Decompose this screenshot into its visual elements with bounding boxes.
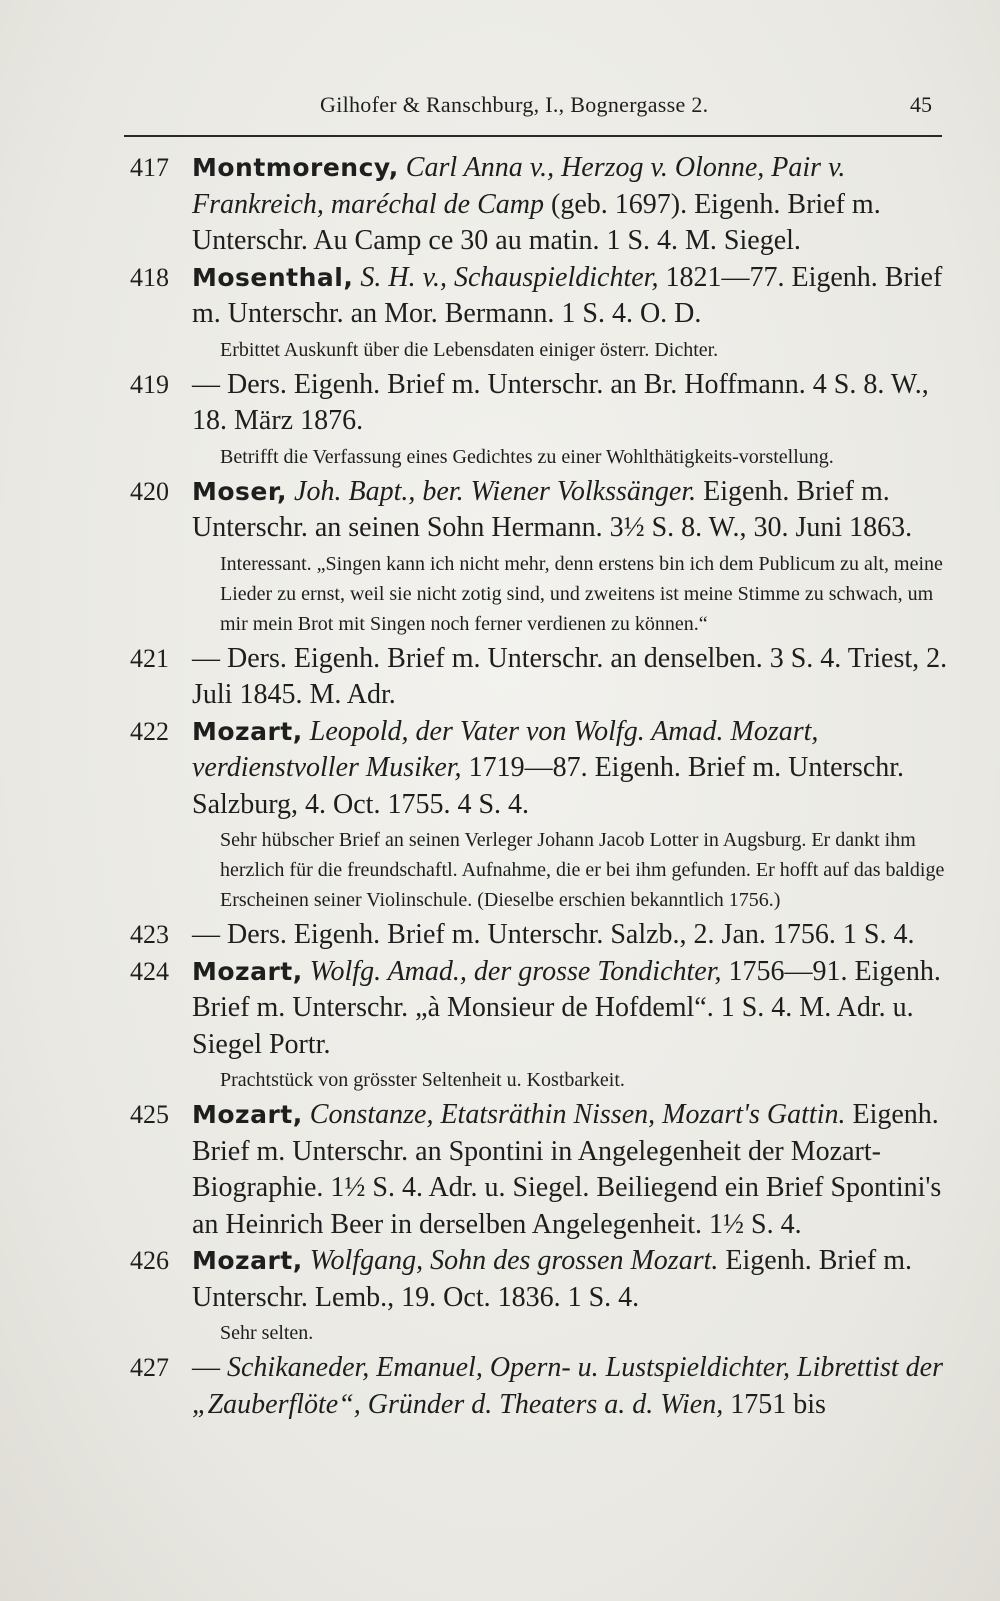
- lot-number: 419: [130, 369, 169, 399]
- entry-note: Interessant. „Singen kann ich nicht mehr, denn erstens bin ich dem Publicum zu alt, meine Lieder zu ernst, weil sie nicht zotig sind, und zweitens ist meine Stimme zu schwach, um mir mein Brot mit Singen noch ferner verdienen zu können.“: [220, 552, 943, 635]
- catalog-entry-419: [130, 367, 960, 472]
- catalog-entry-422: [130, 714, 960, 916]
- entry-details: (geb. 1697). Eigenh. Brief m. Unterschr. Au Camp ce 30 au matin. 1 S. 4. M. Siegel.: [192, 188, 881, 256]
- entry-note: Betrifft die Verfassung eines Gedichtes zu einer Wohlthätigkeits-vorstellung.: [220, 445, 834, 468]
- catalog-entries: [130, 150, 960, 1423]
- lot-number: 417: [130, 153, 169, 182]
- catalog-entry-426: [130, 1243, 960, 1348]
- catalog-entry-424: [130, 954, 960, 1096]
- entry-name: Montmorency,: [192, 153, 399, 182]
- header-rule: [124, 135, 942, 137]
- entry-description: Leopold, der Vater von Wolfg. Amad. Mozart, verdienstvoller Musiker,: [192, 715, 819, 783]
- entry-details: Eigenh. Brief m. Unterschr. an Spontini in Angelegenheit der Mozart-Biographie. 1½ S. 4. Adr. u. Siegel. Beiliegend ein Brief Spontini's an Heinrich Beer in derselben Angelegenheit. 1½ S. 4.: [192, 1099, 942, 1240]
- entry-text: [192, 260, 960, 333]
- entry-description: Schikaneder, Emanuel, Opern- u. Lustspieldichter, Librettist der „Zauberflöte“, Gründer d. Theaters a. d. Wien,: [192, 1352, 943, 1420]
- entry-name: Mosenthal,: [192, 262, 354, 292]
- page-number: 45: [910, 92, 932, 117]
- catalog-entry-427: [130, 1350, 960, 1423]
- entry-details: 1719—87. Eigenh. Brief m. Unterschr. Salzburg, 4. Oct. 1755. 4 S. 4.: [192, 752, 905, 820]
- entry-name: Mozart,: [192, 1100, 303, 1129]
- entry-text: [192, 150, 960, 260]
- ditto-dash: —: [192, 1352, 220, 1383]
- entry-description: S. H. v., Schauspieldichter,: [360, 261, 659, 293]
- entry-details: 1751 bis: [730, 1388, 826, 1420]
- entry-note: Erbittet Auskunft über die Lebensdaten einiger österr. Dichter.: [220, 338, 719, 361]
- lot-number: 424: [130, 956, 169, 986]
- catalog-entry-423: [130, 917, 960, 954]
- entry-name: Mozart,: [192, 956, 303, 986]
- entry-note: Prachtstück von grösster Seltenheit u. Kostbarkeit.: [220, 1069, 625, 1091]
- catalog-entry-425: [130, 1097, 960, 1243]
- entry-description: Wolfg. Amad., der grosse Tondichter,: [309, 955, 722, 987]
- entry-name: Mozart,: [192, 716, 303, 746]
- lot-number: 418: [130, 262, 169, 292]
- entry-name: Moser,: [192, 476, 288, 506]
- catalog-entry-420: [130, 474, 960, 639]
- entry-details: — Ders. Eigenh. Brief m. Unterschr. Salzb., 2. Jan. 1756. 1 S. 4.: [192, 919, 915, 950]
- running-header: [120, 90, 960, 130]
- entry-details: Eigenh. Brief m. Unterschr. an seinen Sohn Hermann. 3½ S. 8. W., 30. Juni 1863.: [192, 475, 913, 543]
- entry-details: — Ders. Eigenh. Brief m. Unterschr. an denselben. 3 S. 4. Triest, 2. Juli 1845. M. Adr.: [192, 642, 948, 710]
- entry-text: [192, 714, 960, 824]
- entry-name: Mozart,: [192, 1246, 303, 1275]
- entry-note: Sehr selten.: [220, 1322, 314, 1344]
- entry-text: [192, 474, 960, 547]
- header-title: Gilhofer & Ranschburg, I., Bognergasse 2.: [320, 92, 709, 117]
- lot-number: 420: [130, 476, 169, 506]
- entry-description: Constanze, Etatsräthin Nissen, Mozart's Gattin.: [309, 1099, 846, 1130]
- entry-details: Eigenh. Brief m. Unterschr. Lemb., 19. Oct. 1836. 1 S. 4.: [192, 1245, 913, 1313]
- entry-description: Wolfgang, Sohn des grossen Mozart.: [309, 1245, 719, 1276]
- entry-description: Carl Anna v., Herzog v. Olonne, Pair v. Frankreich, maréchal de Camp: [192, 152, 846, 220]
- catalog-entry-418: [130, 260, 960, 365]
- entry-note: Sehr hübscher Brief an seinen Verleger Johann Jacob Lotter in Augsburg. Er dankt ihm herzlich für die freundschaftl. Aufnahme, die er bei ihm gefunden. Er hofft auf das baldige Erscheinen seiner Violinschule. (Dieselbe erschien bekanntlich 1756.): [220, 829, 945, 911]
- entry-text: [192, 1097, 960, 1243]
- entry-details: 1821—77. Eigenh. Brief m. Unterschr. an Mor. Bermann. 1 S. 4. O. D.: [192, 261, 943, 329]
- lot-number: 423: [130, 920, 169, 949]
- entry-details: — Ders. Eigenh. Brief m. Unterschr. an Br. Hoffmann. 4 S. 8. W., 18. März 1876.: [192, 368, 929, 436]
- entry-details: 1756—91. Eigenh. Brief m. Unterschr. „à Monsieur de Hofdeml“. 1 S. 4. M. Adr. u. Siegel Portr.: [192, 955, 941, 1060]
- lot-number: 422: [130, 716, 169, 746]
- catalog-entry-421: [130, 641, 960, 714]
- lot-number: 425: [130, 1100, 169, 1129]
- lot-number: 421: [130, 643, 169, 673]
- catalog-entry-417: [130, 150, 960, 260]
- lot-number: 426: [130, 1246, 169, 1275]
- entry-text: [192, 1243, 960, 1316]
- entry-description: Joh. Bapt., ber. Wiener Volkssänger.: [294, 475, 697, 507]
- entry-text: [192, 1350, 960, 1423]
- entry-text: [192, 954, 960, 1064]
- lot-number: 427: [130, 1353, 169, 1382]
